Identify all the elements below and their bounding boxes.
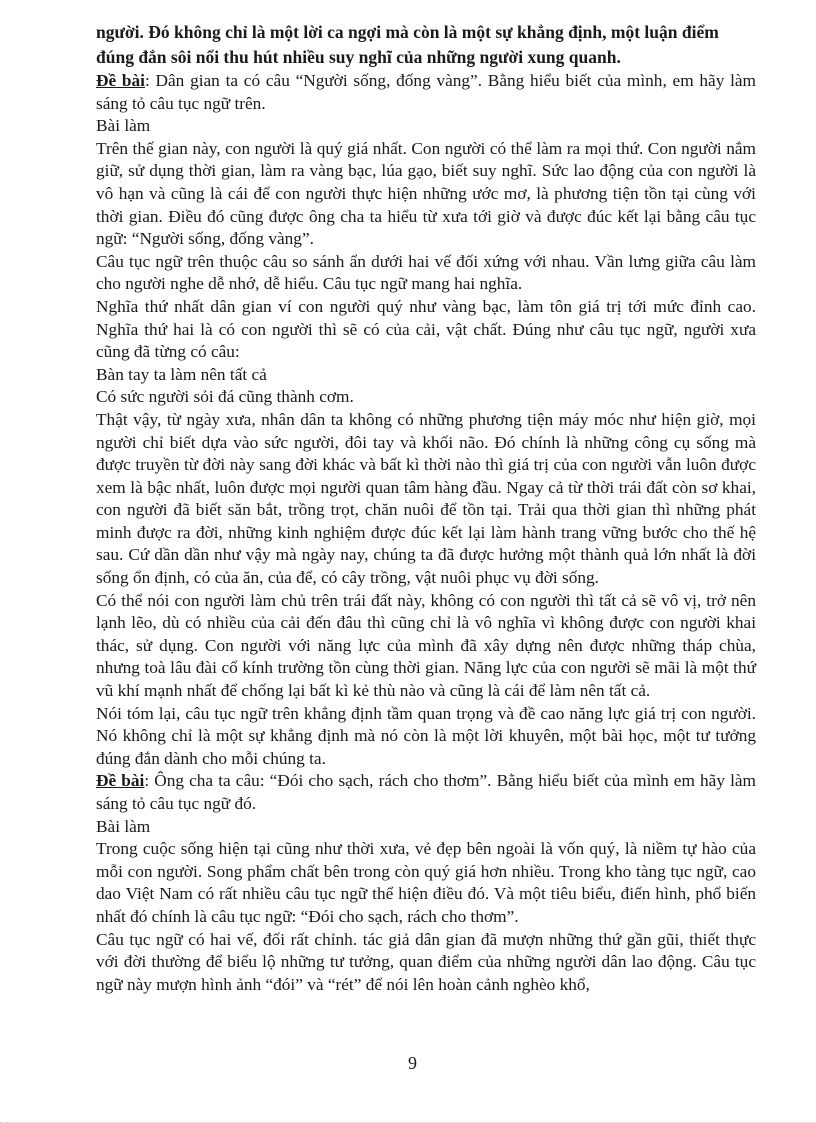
task-1-label: Đề bài [96, 71, 145, 90]
task-1-text: : Dân gian ta có câu “Người sống, đống vàng”. Bằng hiểu biết của mình, em hãy làm sáng tỏ câu tục ngữ trên. [96, 71, 756, 113]
task-2-prompt [96, 770, 756, 815]
task-1-prompt [96, 70, 756, 115]
task-2-label: Đề bài [96, 771, 145, 791]
essay-2-paragraph-1: Trong cuộc sống hiện tại cũng như thời xưa, vẻ đẹp bên ngoài là vốn quý, là niềm tự hào của mỗi con người. Song phẩm chất bên trong còn quý giá hơn nhiều. Trong kho tàng tục ngữ, cao dao Việt Nam có rất nhiều câu tục ngữ thể hiện điều đó. Và một tiêu biểu, điển hình, phổ biến nhất đó chính là câu tục ngữ: “Đói cho sạch, rách cho thơm”. [96, 839, 756, 926]
intro-paragraph: người. Đó không chỉ là một lời ca ngợi mà còn là một sự khẳng định, một luận điểm đúng đắn sôi nổi thu hút nhiều suy nghĩ của những người xung quanh. [96, 22, 719, 67]
essay-1-paragraph-2: Câu tục ngữ trên thuộc câu so sánh ẩn dưới hai vế đối xứng với nhau. Vần lưng giữa câu làm cho người nghe dễ nhớ, dễ hiểu. Câu tục ngữ mang hai nghĩa. [96, 251, 756, 294]
essay-1-heading: Bài làm [96, 116, 151, 136]
task-2-text: : Ông cha ta câu: “Đói cho sạch, rách cho thơm”. Bằng hiểu biết của mình em hãy làm sáng tỏ câu tục ngữ đó. [96, 771, 756, 813]
page-number: 9 [408, 1053, 417, 1073]
essay-1-paragraph-5: Có thể nói con người làm chủ trên trái đất này, không có con người thì tất cả sẽ vô vị, trở nên lạnh lẽo, dù có nhiều của cải đến đâu thì cũng chỉ là vô nghĩa vì không được con người khai thác, sử dụng. Con người với năng lực của mình đã xây dựng nên được những tháp chùa, nhưng toà lâu đài cổ kính trường tồn cùng thời gian. Năng lực của con người sẽ mãi là một thứ vũ khí mạnh nhất để chống lại bất kì kẻ thù nào và cũng là cái để làm nên tất cả. [96, 590, 756, 701]
essay-1-paragraph-3: Nghĩa thứ nhất dân gian ví con người quý như vàng bạc, làm tôn giá trị tới mức đỉnh cao. Nghĩa thứ hai là có con người thì sẽ có của cải, vật chất. Đúng như câu tục ngữ, người xưa cũng đã từng có câu: [96, 296, 756, 362]
essay-2-paragraph-2: Câu tục ngữ có hai vế, đối rất chỉnh. tác giả dân gian đã mượn những thứ gần gũi, thiết thực với đời thường để biểu lộ những tư tưởng, quan điểm của những người dân lao động. Câu tục ngữ này mượn hình ảnh “đói” và “rét” để nói lên hoàn cảnh nghèo khổ, [96, 929, 756, 994]
essay-2-heading: Bài làm [96, 816, 151, 836]
essay-1-verse-line-1: Bàn tay ta làm nên tất cả [96, 364, 267, 384]
essay-1-paragraph-6: Nói tóm lại, câu tục ngữ trên khẳng định tầm quan trọng và đề cao năng lực giá trị con người. Nó không chỉ là một sự khẳng định mà nó còn là một lời khuyên, một bài học, một tư tưởng đúng đắn dành cho mỗi chúng ta. [96, 703, 756, 768]
essay-1-paragraph-4: Thật vậy, từ ngày xưa, nhân dân ta không có những phương tiện máy móc như hiện giờ, mọi người chỉ biết dựa vào sức người, đôi tay và khối não. Đó chính là những công cụ sống mà được truyền từ đời này sang đời khác và bất kì thời nào thì giá trị của con người vẫn luôn được xem là bậc nhất, luôn được mọi người quan tâm hàng đầu. Ngay cả từ thời trái đất còn sơ khai, con người đã biết săn bắt, trồng trọt, chăn nuôi để tồn tại. Trải qua thời gian thì những phát minh được ra đời, những kinh nghiệm được đúc kết lại làm hành trang vững bước cho thế hệ sau. Cứ dần dần như vậy mà ngày nay, chúng ta đã được hưởng một thành quả lớn nhất là đời sống ổn định, có của ăn, của để, có cây trồng, vật nuôi phục vụ đời sống. [96, 409, 756, 588]
essay-1-paragraph-1: Trên thế gian này, con người là quý giá nhất. Con người có thể làm ra mọi thứ. Con người nắm giữ, sử dụng thời gian, làm ra vàng bạc, lúa gạo, biết suy nghĩ. Sức lao động của con người là vô hạn và cũng là cái để con người thực hiện những ước mơ, là phương tiện tồn tại cùng với thời gian. Điều đó cũng được ông cha ta hiểu từ xưa tới giờ và được đúc kết lại bằng câu tục ngữ: “Người sống, đống vàng”. [96, 138, 756, 249]
document-page [96, 20, 756, 996]
essay-1-verse-line-2: Có sức người sỏi đá cũng thành cơm. [96, 387, 354, 407]
